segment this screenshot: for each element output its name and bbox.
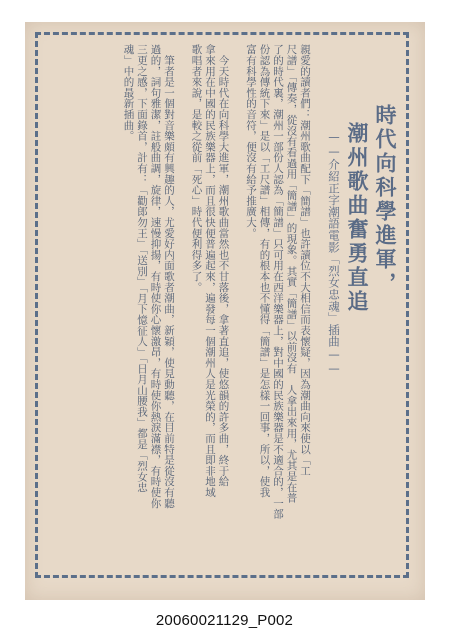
body-column: 拿來用在中國的民族樂器上，而且很快便普遍起來，遍發每一個潮州人是光榮的，而且即非地域: [204, 44, 216, 498]
body-column: 份認為傳統下來」是以「工尺譜」相傳，有的根本也不懂得「簡譜」是怎樣一回事，所以，使我: [258, 44, 271, 498]
poster-sheet: [25, 22, 425, 600]
body-column: 魂」中的最新插曲。: [122, 44, 135, 142]
body-column: 尺譜」「傳奏，從沒有看過用「簡譜」的現象。其實「簡譜」以前沒有 人拿出來用，尤其是在普: [285, 44, 298, 504]
subtitle: ——介紹正字潮語電影「烈女忠魂」插曲——: [327, 130, 341, 376]
body-column: 歌唱者來說，是較之從前「死心」時代便利得多了。: [190, 44, 203, 293]
title-line-1: 時代向科學進軍，: [373, 104, 398, 296]
body-column: 過的，詞句雅潔，註般曲調，旋律，速慢抑揚，有時使你心懷激昂，有時使你熱淚滿襟，有時使你: [149, 44, 162, 509]
body-column: 筆者是一個對音樂頗有興趣的人，尤愛好内面歌者潮曲，新穎，使見動聽，在目前特是從沒有聽: [163, 44, 175, 509]
body-column: 三更之感，下面錄首，計有：「勸郎勿王」「送別」「月下憶征人」「日月山腰我」都是「烈女忠: [136, 44, 148, 493]
body-column: 富有科學性的音符，便沒有給予推廣大。: [245, 44, 257, 239]
archive-id-caption: 20060021129_P002: [155, 612, 294, 629]
vertical-text-block: [43, 44, 399, 564]
body-column: 親愛的讀者們：潮州歌曲配下「簡譜」也許讀位不大相信而表懷疑，因為潮曲向來使以「工: [299, 44, 311, 476]
title-line-2: 潮州歌曲奮勇直追: [345, 122, 370, 314]
body-column: 今天時代在向科學大進軍，潮州歌曲當然也不甘落後，拿著直追，使悠韻的許多曲，終于給: [217, 44, 230, 487]
body-column: 了的時代裏，潮州一部份人認為「簡譜」只可用在西洋樂器上，對中國的民族樂器是不適合的，一部: [272, 44, 284, 520]
